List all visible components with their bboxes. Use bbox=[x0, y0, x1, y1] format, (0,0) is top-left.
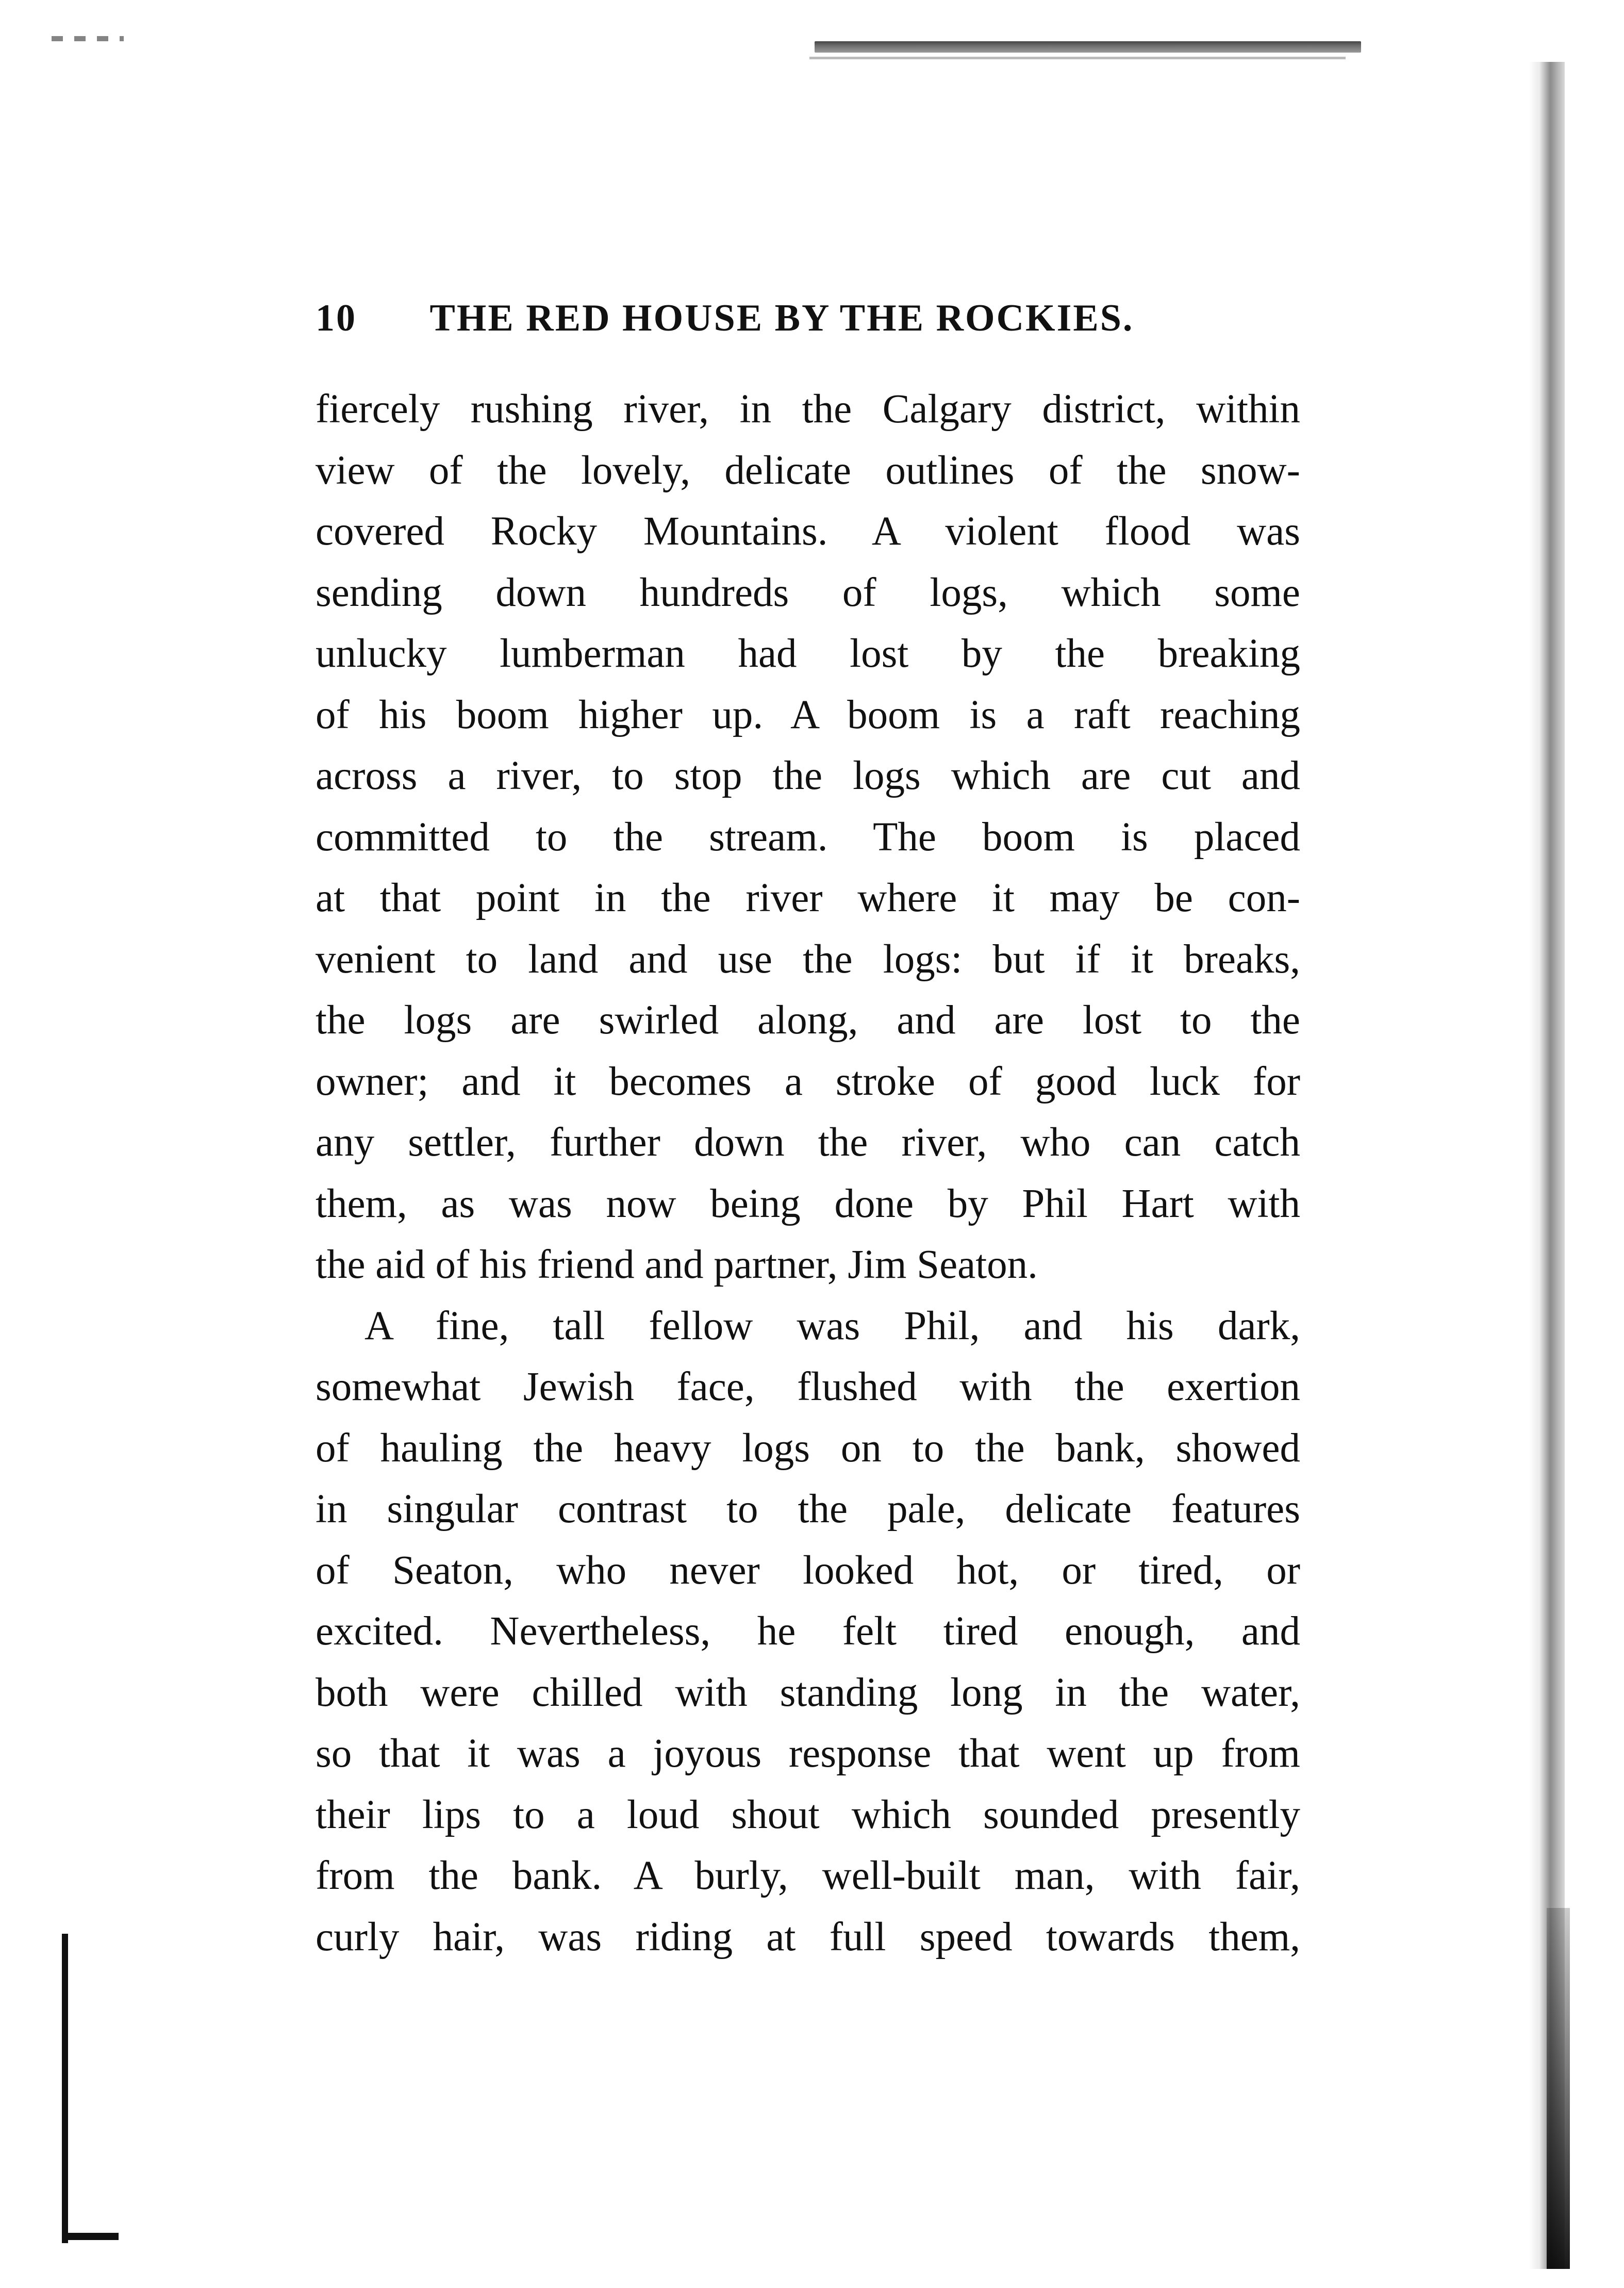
scan-artifact-corner bbox=[52, 36, 124, 41]
scan-artifact-right-edge-dark bbox=[1547, 1908, 1570, 2269]
text-line: unlucky lumberman had lost by the breaking bbox=[316, 631, 1300, 676]
text-line: across a river, to stop the logs which are cut and bbox=[316, 753, 1300, 798]
running-title: THE RED HOUSE BY THE ROCKIES. bbox=[429, 297, 1134, 339]
text-line: both were chilled with standing long in the water, bbox=[316, 1670, 1300, 1715]
paragraph-2 bbox=[316, 1296, 1300, 1968]
text-line: the aid of his friend and partner, Jim Seaton. bbox=[316, 1242, 1038, 1287]
text-line: A fine, tall fellow was Phil, and his dark, bbox=[364, 1303, 1300, 1348]
text-line: them, as was now being done by Phil Hart with bbox=[316, 1181, 1300, 1226]
page-number: 10 bbox=[316, 297, 357, 339]
text-line: the logs are swirled along, and are lost to the bbox=[316, 998, 1300, 1043]
scan-artifact-left-edge bbox=[62, 1934, 68, 2243]
text-line: venient to land and use the logs: but if it breaks, bbox=[316, 936, 1300, 982]
text-line: committed to the stream. The boom is placed bbox=[316, 814, 1300, 860]
scan-artifact-top-rule bbox=[815, 41, 1361, 53]
text-line: of his boom higher up. A boom is a raft reaching bbox=[316, 692, 1300, 737]
text-line: excited. Nevertheless, he felt tired enough, and bbox=[316, 1609, 1300, 1654]
paragraph-1 bbox=[316, 379, 1300, 1296]
text-line: any settler, further down the river, who can catch bbox=[316, 1120, 1300, 1165]
text-line: owner; and it becomes a stroke of good luck for bbox=[316, 1059, 1300, 1104]
body-text bbox=[316, 379, 1300, 1968]
text-line: curly hair, was riding at full speed towards them, bbox=[316, 1914, 1300, 1960]
text-line: fiercely rushing river, in the Calgary district, within bbox=[316, 387, 1300, 432]
text-line: of hauling the heavy logs on to the bank, showed bbox=[316, 1425, 1300, 1471]
text-line: their lips to a loud shout which sounded presently bbox=[316, 1792, 1300, 1837]
text-line: covered Rocky Mountains. A violent flood was bbox=[316, 509, 1300, 554]
text-line: so that it was a joyous response that went up from bbox=[316, 1731, 1300, 1776]
text-line: view of the lovely, delicate outlines of the snow- bbox=[316, 448, 1300, 493]
text-line: sending down hundreds of logs, which some bbox=[316, 570, 1300, 615]
running-head bbox=[316, 297, 1321, 348]
scan-artifact-left-foot bbox=[62, 2233, 119, 2240]
text-line: from the bank. A burly, well-built man, with fair, bbox=[316, 1853, 1300, 1898]
text-line: of Seaton, who never looked hot, or tired, or bbox=[316, 1548, 1300, 1593]
scan-artifact-top-rule-thin bbox=[809, 57, 1346, 59]
text-line: at that point in the river where it may be con- bbox=[316, 876, 1300, 920]
text-line: somewhat Jewish face, flushed with the exertion bbox=[316, 1364, 1300, 1409]
text-line: in singular contrast to the pale, delicate features bbox=[316, 1487, 1300, 1532]
